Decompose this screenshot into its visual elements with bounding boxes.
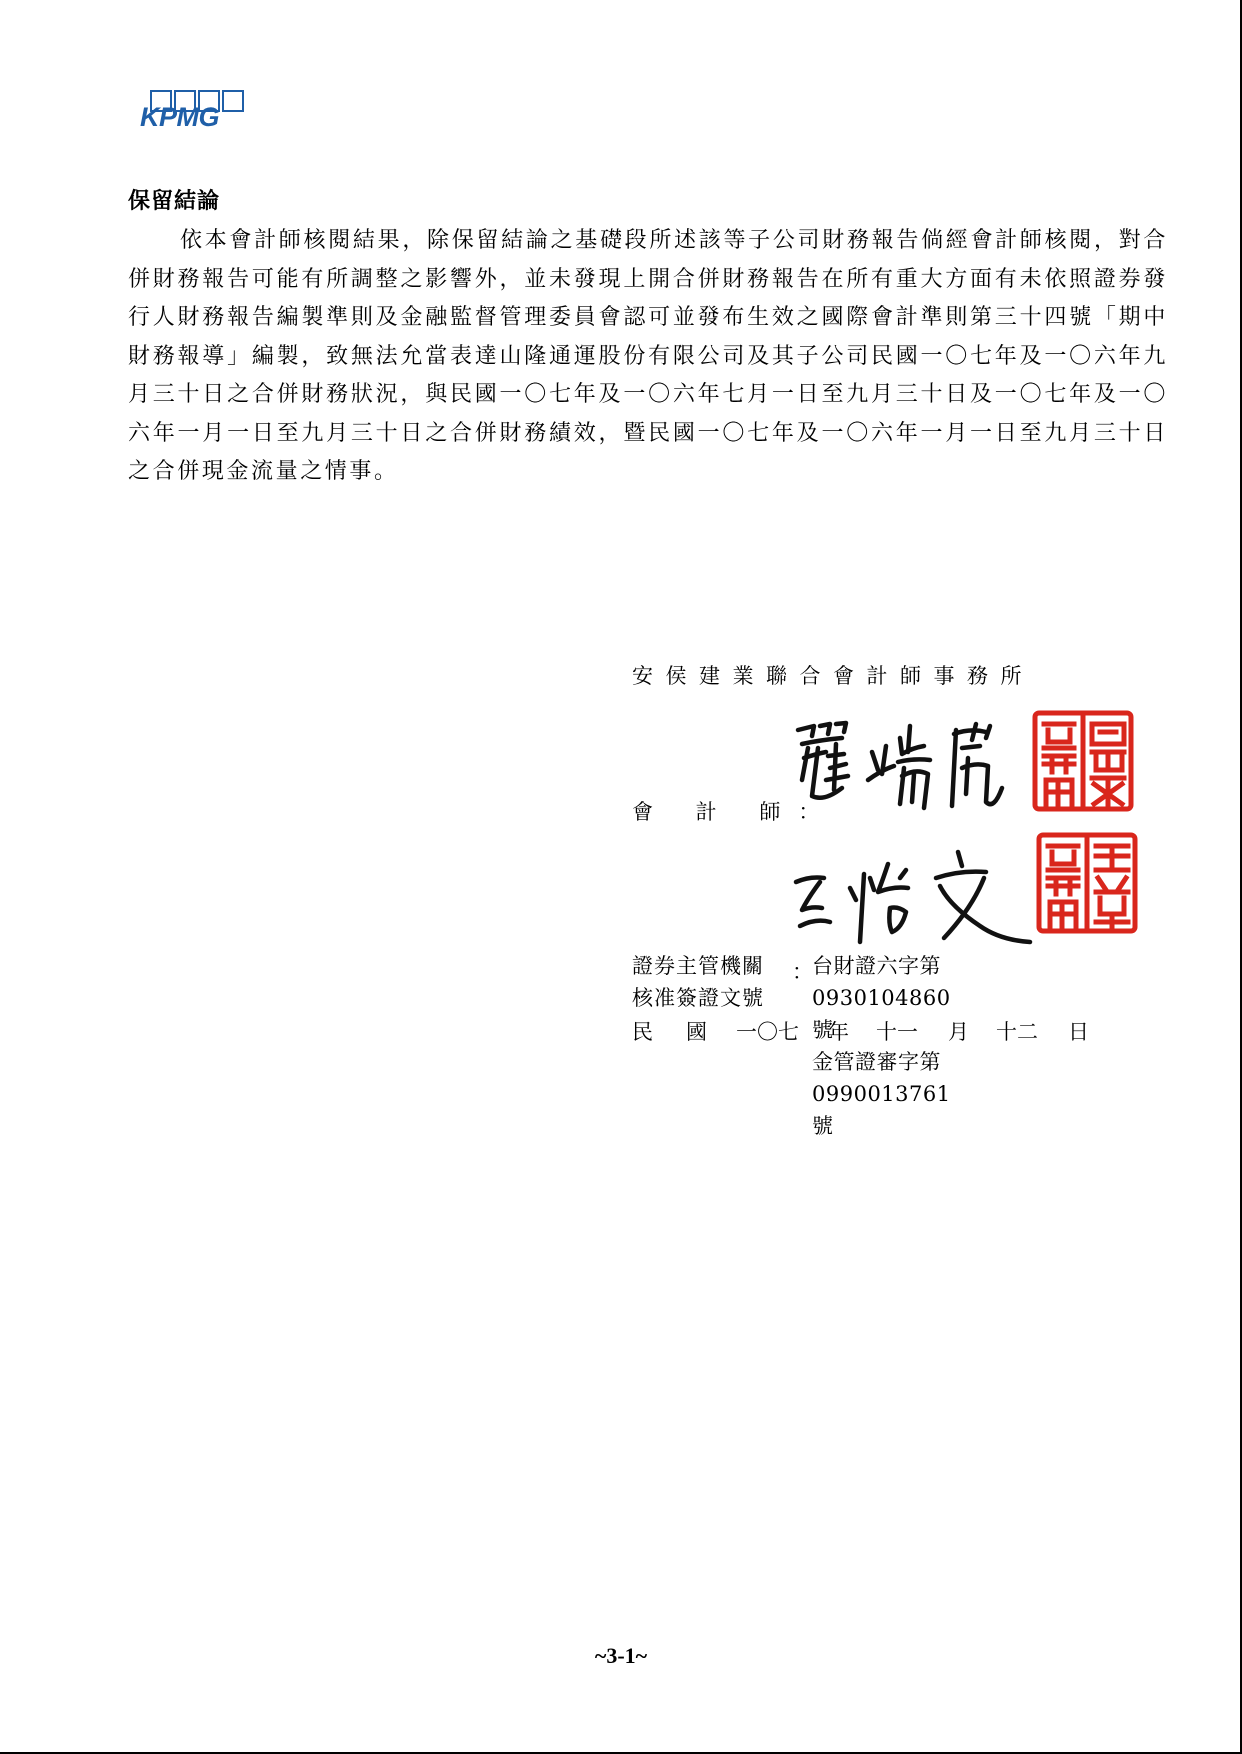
date-prefix: 民 國 bbox=[632, 1020, 713, 1044]
date-day: 十二 bbox=[996, 1020, 1038, 1044]
kpmg-logo bbox=[138, 90, 246, 136]
date-day-unit: 日 bbox=[1068, 1020, 1089, 1044]
approval-colon: ： bbox=[792, 960, 813, 984]
approval-row bbox=[632, 950, 792, 982]
approval-number: 台財證六字第0930104860號 bbox=[812, 954, 951, 1042]
date-month: 十一 bbox=[876, 1020, 918, 1044]
page-number: ~3-1~ bbox=[594, 1643, 648, 1668]
approval-row bbox=[632, 982, 792, 1014]
date-month-unit: 月 bbox=[948, 1020, 969, 1044]
approval-label: 證券主管機關 bbox=[632, 954, 764, 978]
signature-1 bbox=[790, 718, 1010, 818]
cpa-seal-2 bbox=[1034, 830, 1140, 936]
conclusion-paragraph: 依本會計師核閱結果，除保留結論之基礎段所述該等子公司財務報告倘經會計師核閱，對合併財務報告可能有所調整之影響外，並未發現上開合併財務報告在所有重大方面有未依照證券發行人財務報告編製準則及金融監督管理委員會認可並發布生效之國際會計準則第三十四號「期中財務報導」編製，致無法允當表達山隆通運股份有限公司及其子公司民國一〇七年及一〇六年九月三十日之合併財務狀況，與民國一〇七年及一〇六年七月一日至九月三十日及一〇七年及一〇六年一月一日至九月三十日之合併財務績效，暨民國一〇七年及一〇六年一月一日至九月三十日之合併現金流量之情事。 bbox=[128, 228, 1168, 484]
logo-text: KPMG bbox=[140, 102, 219, 132]
report-date bbox=[632, 1016, 1089, 1046]
cpa-seal-1 bbox=[1030, 708, 1136, 814]
approval-label: 核准簽證文號 bbox=[632, 986, 764, 1010]
section-heading: 保留結論 bbox=[128, 188, 221, 214]
date-year-unit: 年 bbox=[828, 1020, 849, 1044]
cpa-label: 會 計 師： bbox=[632, 800, 838, 824]
signature-2 bbox=[790, 848, 1040, 948]
approval-values bbox=[812, 950, 951, 1142]
logo-box bbox=[222, 90, 244, 112]
approval-number: 金管證審字第0990013761號 bbox=[812, 1050, 951, 1138]
date-year: 一〇七 bbox=[736, 1020, 799, 1044]
firm-name: 安侯建業聯合會計師事務所 bbox=[632, 664, 1034, 688]
